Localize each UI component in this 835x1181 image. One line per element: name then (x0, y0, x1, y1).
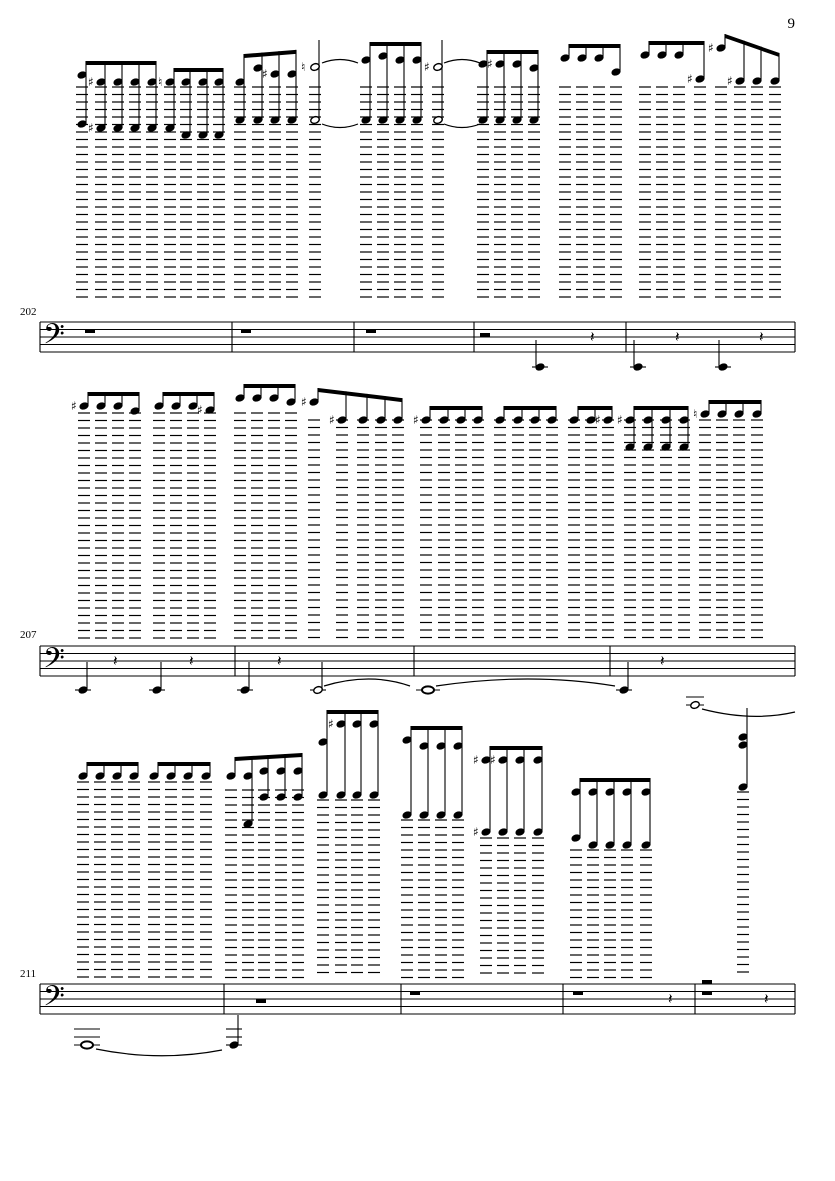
sharp-sign: ♯ (88, 75, 94, 89)
sharp-sign: ♯ (328, 717, 334, 731)
half-rest (480, 333, 490, 337)
whole-note (422, 686, 434, 693)
tie (322, 124, 358, 128)
half-rest (256, 999, 266, 1003)
quarter-rest: 𝄽 (759, 328, 764, 346)
sharp-sign: ♯ (595, 413, 601, 427)
note-beam (318, 388, 402, 402)
sharp-sign: ♯ (473, 825, 479, 839)
note-beam (649, 41, 704, 45)
sharp-sign: ♯ (71, 399, 77, 413)
whole-rest (702, 991, 712, 995)
note-beam (725, 34, 779, 57)
note-beam (411, 726, 462, 730)
sharp-sign: ♯ (197, 403, 203, 417)
quarter-rest: 𝄽 (113, 652, 118, 670)
tie (436, 679, 615, 686)
sharp-sign: ♯ (262, 67, 268, 81)
quarter-rest: 𝄽 (277, 652, 282, 670)
note-beam (580, 778, 650, 782)
note-beam (569, 44, 620, 48)
tie (96, 1049, 222, 1056)
whole-note (81, 1041, 93, 1048)
note-beam (244, 384, 295, 388)
bass-clef-icon: 𝄢 (43, 980, 65, 1020)
measure-number-system-1: 202 (20, 306, 37, 318)
measure-number-system-3: 211 (20, 968, 37, 980)
notehead (690, 700, 700, 709)
quarter-rest: 𝄽 (660, 652, 665, 670)
tie (322, 60, 358, 64)
note-beam (490, 746, 542, 750)
measure-number-system-2: 207 (20, 629, 37, 641)
sharp-sign: ♯ (487, 57, 493, 71)
tie (444, 60, 480, 64)
quarter-rest: 𝄽 (590, 328, 595, 346)
bass-clef-icon: 𝄢 (43, 318, 65, 358)
sharp-sign: ♯ (413, 413, 419, 427)
quarter-rest: 𝄽 (675, 328, 680, 346)
natural-sign: ♮ (301, 60, 306, 74)
whole-rest (366, 329, 376, 333)
quarter-rest: 𝄽 (189, 652, 194, 670)
sharp-sign: ♯ (473, 753, 479, 767)
whole-rest (573, 991, 583, 995)
note-beam (634, 406, 688, 410)
sharp-sign: ♯ (617, 413, 623, 427)
sharp-sign: ♯ (490, 753, 496, 767)
whole-rest (241, 329, 251, 333)
page-number: 9 (787, 16, 795, 32)
note-beam (87, 762, 138, 766)
sharp-sign: ♯ (301, 395, 307, 409)
quarter-rest: 𝄽 (764, 990, 769, 1008)
note-beam (244, 50, 296, 58)
sharp-sign: ♯ (88, 121, 94, 135)
quarter-rest: 𝄽 (668, 990, 673, 1008)
note-beam (86, 61, 156, 65)
note-beam (163, 392, 214, 396)
tie (324, 679, 410, 686)
natural-sign: ♮ (693, 407, 698, 421)
whole-rest (702, 980, 712, 984)
note-beam (327, 710, 378, 714)
whole-rest (85, 329, 95, 333)
sharp-sign: ♯ (708, 41, 714, 55)
tie (444, 124, 480, 128)
note-beam (504, 406, 556, 410)
note-beam (88, 392, 139, 396)
music-system-3 (40, 708, 795, 1056)
music-system-2 (40, 384, 795, 716)
note-beam (370, 42, 421, 46)
note-beam (578, 406, 612, 410)
note-beam (430, 406, 482, 410)
note-beam (709, 400, 761, 404)
natural-sign: ♮ (158, 75, 163, 89)
tie (702, 709, 795, 716)
music-system-1 (40, 34, 795, 372)
note-beam (174, 68, 223, 72)
bass-clef-icon: 𝄢 (43, 642, 65, 682)
sharp-sign: ♯ (727, 74, 733, 88)
sharp-sign: ♯ (329, 413, 335, 427)
note-beam (158, 762, 210, 766)
sharp-sign: ♯ (687, 72, 693, 86)
note-beam (487, 50, 538, 54)
whole-rest (410, 991, 420, 995)
sharp-sign: ♯ (424, 60, 430, 74)
